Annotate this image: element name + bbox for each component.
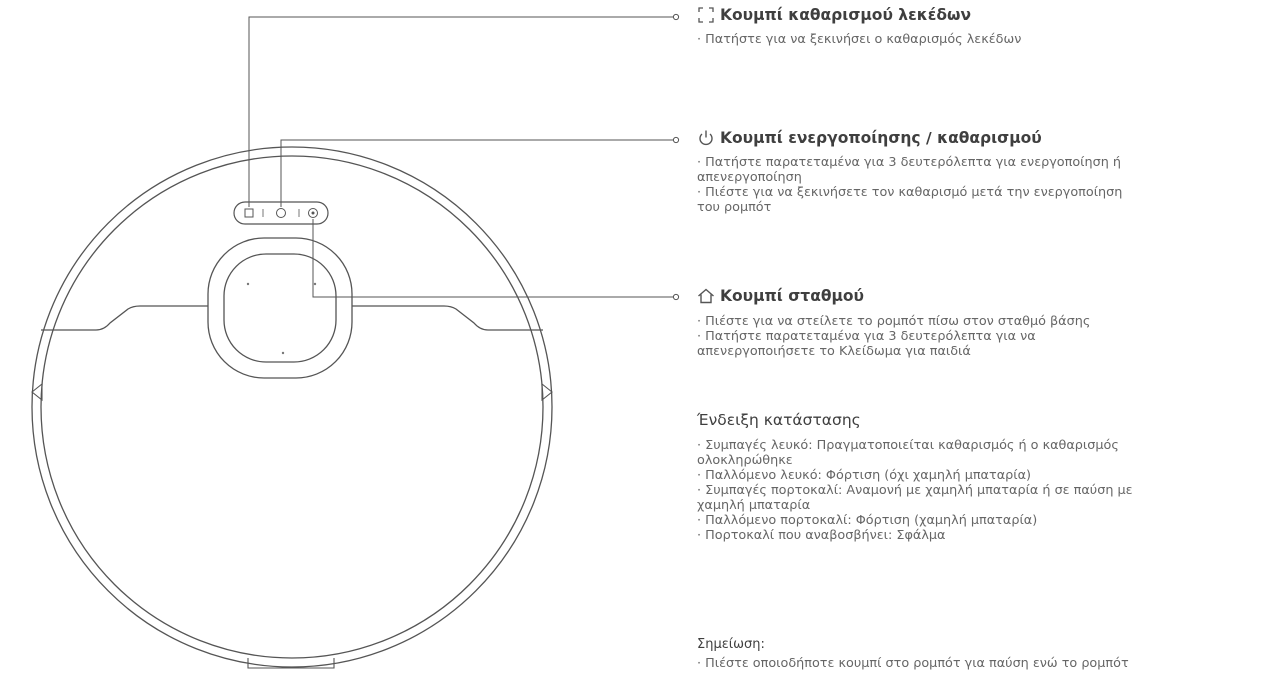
dock-section: [697, 287, 1282, 359]
status-section: [697, 411, 1282, 543]
status-line: χαμηλή μπαταρία: [697, 498, 811, 513]
spot-clean-icon: [697, 6, 717, 24]
robot-lid: [208, 238, 352, 378]
spot-clean-title: Κουμπί καθαρισμού λεκέδων: [720, 6, 972, 24]
spot-clean-section: [697, 6, 1282, 47]
side-notch-left: [32, 384, 42, 400]
dock-line: απενεργοποιήσετε το Κλείδωμα για παιδιά: [697, 344, 971, 359]
status-line: · Συμπαγές πορτοκαλί: Αναμονή με χαμηλή μπαταρία ή σε παύση με: [697, 483, 1133, 498]
power-line: απενεργοποίηση: [697, 170, 802, 185]
power-icon: [697, 129, 717, 147]
spot-clean-heading: [697, 6, 1282, 24]
robot-inner-ring: [41, 156, 543, 658]
dock-title: Κουμπί σταθμού: [720, 287, 865, 305]
power-button: [277, 209, 286, 218]
power-leader: [281, 140, 673, 207]
power-line: του ρομπότ: [697, 200, 772, 215]
spot-leader: [249, 17, 673, 207]
dock-leader: [313, 219, 673, 297]
robot-outline: [32, 147, 552, 668]
spot-clean-button: [245, 209, 253, 217]
power-heading: [697, 129, 1282, 147]
power-line: · Πιέστε για να ξεκινήσετε τον καθαρισμό μετά την ενεργοποίηση: [697, 185, 1123, 200]
status-line: · Πορτοκαλί που αναβοσβήνει: Σφάλμα: [697, 528, 946, 543]
power-line: · Πατήστε παρατεταμένα για 3 δευτερόλεπτα για ενεργοποίηση ή: [697, 155, 1122, 170]
status-line: ολοκληρώθηκε: [697, 453, 793, 468]
lid-inner: [224, 254, 336, 362]
note-line: · Πιέστε οποιοδήποτε κουμπί στο ρομπότ για παύση ενώ το ρομπότ: [697, 656, 1129, 671]
top-panel-line-right: [352, 306, 543, 330]
side-notch-right: [542, 384, 552, 400]
top-panel-line: [41, 306, 208, 330]
dock-line: · Πατήστε παρατεταμένα για 3 δευτερόλεπτα για να: [697, 329, 1036, 344]
robot-outer-ring: [32, 147, 552, 667]
status-title: Ένδειξη κατάστασης: [697, 411, 861, 429]
note-title: Σημείωση:: [697, 637, 765, 652]
spot-clean-line: · Πατήστε για να ξεκινήσει ο καθαρισμός λεκέδων: [697, 32, 1022, 47]
status-line: · Συμπαγές λευκό: Πραγματοποιείται καθαρισμός ή ο καθαρισμός: [697, 438, 1119, 453]
dock-line: · Πιέστε για να στείλετε το ρομπότ πίσω στον σταθμό βάσης: [697, 314, 1091, 329]
power-section: [697, 129, 1282, 215]
dock-heading: [697, 287, 1282, 305]
note-section: [697, 637, 1282, 671]
status-line: · Παλλόμενο λευκό: Φόρτιση (όχι χαμηλή μπαταρία): [697, 468, 1032, 483]
power-title: Κουμπί ενεργοποίησης / καθαρισμού: [720, 129, 1042, 147]
lid-outer: [208, 238, 352, 378]
status-line: · Παλλόμενο πορτοκαλί: Φόρτιση (χαμηλή μπαταρία): [697, 513, 1038, 528]
home-icon: [697, 287, 717, 305]
lid-dots: [247, 283, 316, 354]
